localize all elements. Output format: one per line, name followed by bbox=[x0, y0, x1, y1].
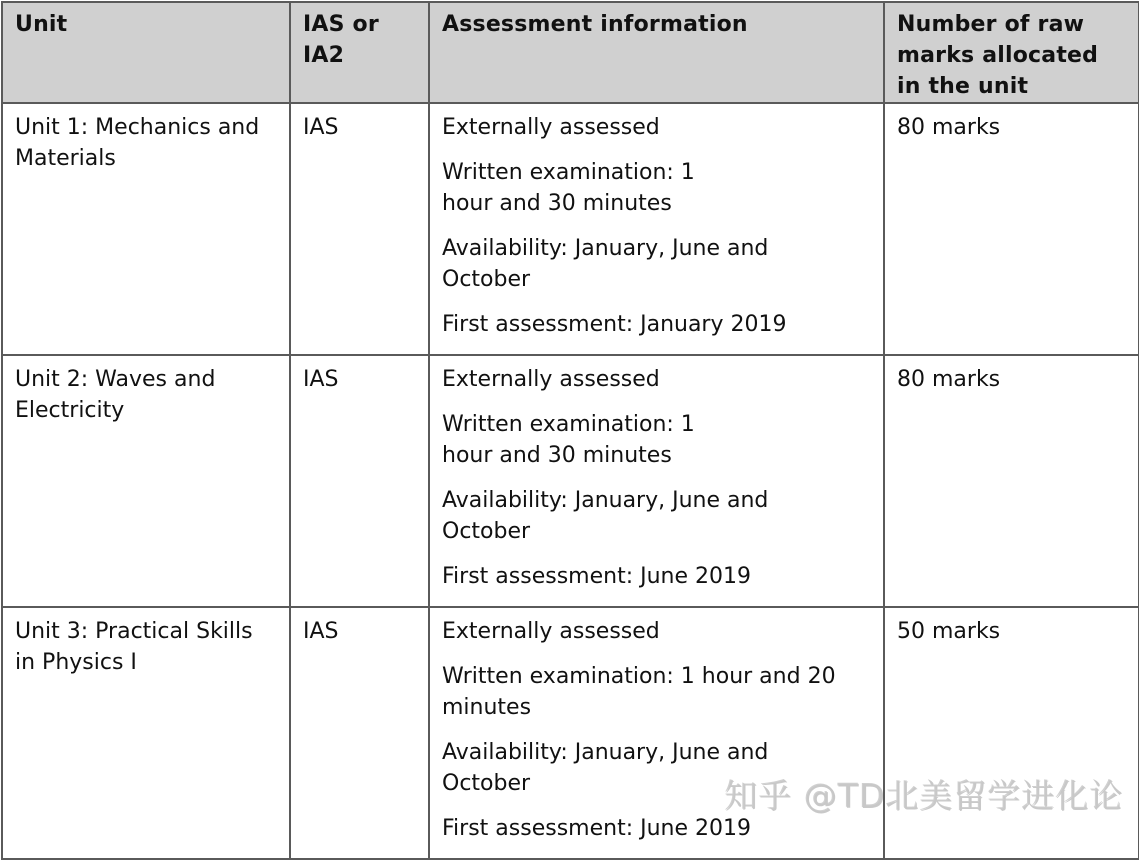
assessment-info-cell bbox=[429, 103, 884, 355]
level-cell: IAS bbox=[290, 607, 429, 859]
marks-cell: 80 marks bbox=[884, 355, 1139, 607]
table-row bbox=[2, 355, 1139, 607]
availability: Availability: January, June and October bbox=[442, 488, 769, 544]
marks-cell: 80 marks bbox=[884, 103, 1139, 355]
assessment-type: Externally assessed bbox=[442, 115, 660, 140]
assessment-info-cell bbox=[429, 355, 884, 607]
exam-duration: Written examination: 1 hour and 20 minutes bbox=[442, 664, 836, 720]
marks-cell: 50 marks bbox=[884, 607, 1139, 859]
assessment-type: Externally assessed bbox=[442, 367, 660, 392]
exam-duration: Written examination: 1 hour and 30 minutes bbox=[442, 412, 695, 468]
assessment-table bbox=[1, 1, 1139, 860]
watermark: 知乎 @TD北美留学进化论 bbox=[724, 776, 1124, 815]
table-row bbox=[2, 607, 1139, 859]
header-ias-or-ia2: IAS or IA2 bbox=[290, 2, 429, 103]
assessment-type: Externally assessed bbox=[442, 619, 660, 644]
table-row bbox=[2, 103, 1139, 355]
first-assessment: First assessment: June 2019 bbox=[442, 564, 751, 589]
header-assessment-information: Assessment information bbox=[429, 2, 884, 103]
first-assessment: First assessment: January 2019 bbox=[442, 312, 787, 337]
unit-cell: Unit 3: Practical Skills in Physics I bbox=[2, 607, 290, 859]
availability: Availability: January, June and October bbox=[442, 236, 769, 292]
header-unit: Unit bbox=[2, 2, 290, 103]
header-raw-marks: Number of raw marks allocated in the unit bbox=[884, 2, 1139, 103]
first-assessment: First assessment: June 2019 bbox=[442, 816, 751, 841]
assessment-info-cell bbox=[429, 607, 884, 859]
unit-cell: Unit 2: Waves and Electricity bbox=[2, 355, 290, 607]
header-row bbox=[2, 2, 1139, 103]
level-cell: IAS bbox=[290, 103, 429, 355]
level-cell: IAS bbox=[290, 355, 429, 607]
unit-cell: Unit 1: Mechanics and Materials bbox=[2, 103, 290, 355]
exam-duration: Written examination: 1 hour and 30 minutes bbox=[442, 160, 695, 216]
availability: Availability: January, June and October bbox=[442, 740, 769, 796]
